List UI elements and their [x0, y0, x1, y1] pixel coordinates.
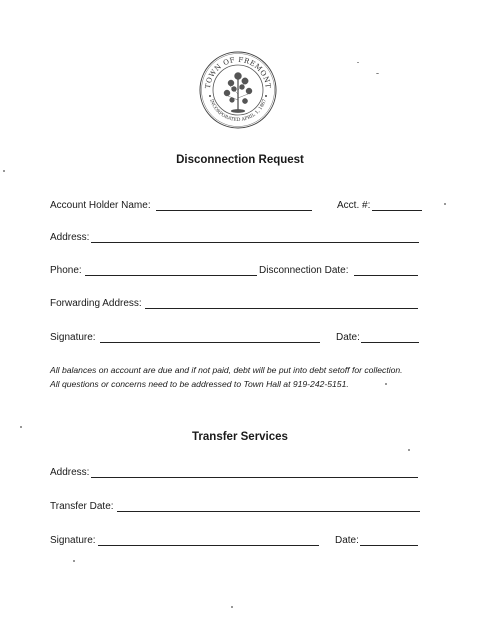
disconnection-request-title: Disconnection Request [176, 154, 304, 166]
forwarding-address-label: Forwarding Address: [50, 298, 142, 309]
scan-speck [376, 73, 379, 74]
transfer-date-short-field[interactable] [360, 545, 418, 546]
transfer-address-field[interactable] [91, 477, 418, 478]
address-label: Address: [50, 232, 90, 243]
transfer-services-title: Transfer Services [192, 431, 288, 443]
scan-speck [3, 170, 5, 172]
transfer-date-label: Transfer Date: [50, 501, 114, 512]
scan-speck [444, 203, 446, 205]
transfer-address-label: Address: [50, 467, 90, 478]
account-holder-name-field[interactable] [156, 210, 312, 211]
scan-speck [73, 560, 75, 562]
phone-field[interactable] [85, 275, 257, 276]
contact-notice-text: All questions or concerns need to be addressed to Town Hall at 919-242-5151. [50, 379, 349, 389]
balance-notice-text: All balances on account are due and if not paid, debt will be put into debt setoff for collection. [50, 365, 403, 375]
seal-top-text: TOWN OF FREMONT [203, 55, 273, 90]
disconnection-date-label: Disconnection Date: [259, 265, 349, 276]
signature-field[interactable] [100, 342, 320, 343]
date-label: Date: [336, 332, 360, 343]
address-field[interactable] [91, 242, 419, 243]
account-number-label: Acct. #: [337, 200, 371, 211]
transfer-date-field[interactable] [117, 511, 420, 512]
date-field[interactable] [361, 342, 419, 343]
scan-speck [231, 606, 233, 608]
scan-speck [20, 426, 22, 428]
town-seal-logo [198, 50, 278, 130]
account-holder-name-label: Account Holder Name: [50, 200, 151, 211]
phone-label: Phone: [50, 265, 82, 276]
seal-bottom-text: INCORPORATED APRIL 1, 1867 [208, 98, 268, 124]
disconnection-date-field[interactable] [354, 275, 418, 276]
transfer-signature-label: Signature: [50, 535, 96, 546]
transfer-date-short-label: Date: [335, 535, 359, 546]
transfer-signature-field[interactable] [98, 545, 319, 546]
signature-label: Signature: [50, 332, 96, 343]
scan-speck [408, 449, 410, 451]
forwarding-address-field[interactable] [145, 308, 418, 309]
scan-speck [385, 383, 387, 385]
account-number-field[interactable] [372, 210, 422, 211]
scan-speck [357, 62, 359, 63]
